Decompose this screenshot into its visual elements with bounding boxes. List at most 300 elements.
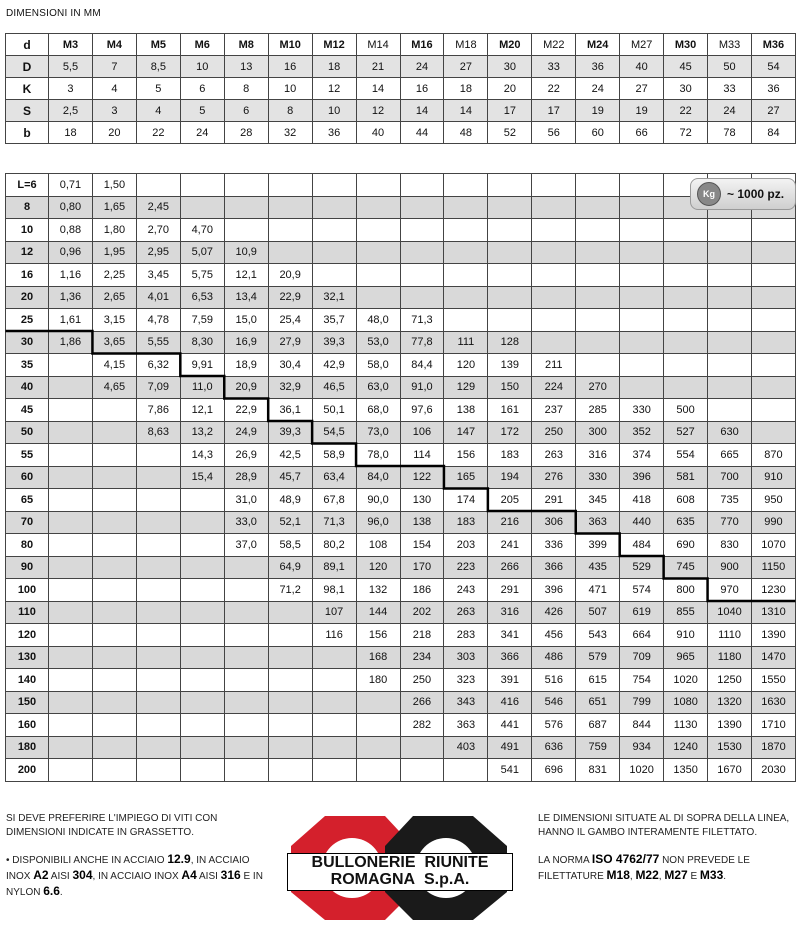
note-preferred-text: SI DEVE PREFERIRE L'IMPIEGO DI VITI CON DIMENSIONI INDICATE IN GRASSETTO. (6, 813, 218, 838)
weight-cell (136, 601, 180, 624)
weight-cell: 855 (664, 601, 708, 624)
weight-cell (224, 556, 268, 579)
weight-cell (92, 444, 136, 467)
weight-cell (136, 579, 180, 602)
weight-cell (664, 309, 708, 332)
dims-cell: 21 (356, 56, 400, 78)
dims-cell: 27 (752, 100, 796, 122)
dims-cell: 13 (224, 56, 268, 78)
weight-cell (49, 354, 93, 377)
weight-cell: 250 (532, 421, 576, 444)
weight-cell: 687 (576, 714, 620, 737)
weight-cell (752, 309, 796, 332)
weight-cell: 205 (488, 489, 532, 512)
weight-cell: 696 (532, 759, 576, 782)
dims-cell: 16 (268, 56, 312, 78)
weight-cell: 63,4 (312, 466, 356, 489)
weight-cell: 363 (576, 511, 620, 534)
weight-cell (488, 241, 532, 264)
weight-cell: 516 (532, 669, 576, 692)
weight-cell (400, 759, 444, 782)
weight-cell (532, 286, 576, 309)
weight-cell (576, 354, 620, 377)
weight-cell: 24,9 (224, 421, 268, 444)
weight-cell (488, 309, 532, 332)
weight-cell: 1710 (752, 714, 796, 737)
weight-cell: 58,0 (356, 354, 400, 377)
length-label: 55 (6, 444, 49, 467)
weight-cell: 42,5 (268, 444, 312, 467)
weight-cell: 20,9 (268, 264, 312, 287)
weight-cell (224, 714, 268, 737)
weight-cell: 441 (488, 714, 532, 737)
weight-cell: 910 (664, 624, 708, 647)
weight-cell: 665 (708, 444, 752, 467)
weight-cell: 2,25 (92, 264, 136, 287)
weight-cell: 1630 (752, 691, 796, 714)
weight-cell (180, 691, 224, 714)
weight-cell (312, 219, 356, 242)
length-label: 90 (6, 556, 49, 579)
weight-cell (92, 466, 136, 489)
weight-cell (180, 624, 224, 647)
dims-cell: 12 (312, 78, 356, 100)
weight-cell (92, 399, 136, 422)
weight-cell (488, 174, 532, 197)
weight-cell: 13,2 (180, 421, 224, 444)
weight-cell (92, 624, 136, 647)
weight-cell: 22,9 (268, 286, 312, 309)
length-label: 140 (6, 669, 49, 692)
weight-cell: 800 (664, 579, 708, 602)
weight-cell (356, 219, 400, 242)
weights-row (6, 354, 796, 377)
weight-cell (356, 264, 400, 287)
dims-row (6, 100, 796, 122)
weight-cell (136, 466, 180, 489)
weight-cell: 1110 (708, 624, 752, 647)
dims-cell: 28 (224, 122, 268, 144)
weight-cell: 5,75 (180, 264, 224, 287)
weight-cell: 165 (444, 466, 488, 489)
weight-cell: 491 (488, 736, 532, 759)
weight-cell (268, 241, 312, 264)
weight-cell (532, 309, 576, 332)
weight-cell: 759 (576, 736, 620, 759)
weight-cell: 18,9 (224, 354, 268, 377)
size-header: M36 (752, 34, 796, 56)
weight-cell: 138 (400, 511, 444, 534)
weight-cell: 4,70 (180, 219, 224, 242)
length-label: 25 (6, 309, 49, 332)
weight-cell (356, 286, 400, 309)
weight-cell (752, 354, 796, 377)
weight-cell: 1530 (708, 736, 752, 759)
weight-cell: 700 (708, 466, 752, 489)
weight-cell (576, 219, 620, 242)
weight-cell (400, 264, 444, 287)
weight-cell: 139 (488, 354, 532, 377)
weight-cell: 1130 (664, 714, 708, 737)
weight-cell: 581 (664, 466, 708, 489)
weight-cell: 250 (400, 669, 444, 692)
weight-cell: 330 (620, 399, 664, 422)
weight-cell (620, 196, 664, 219)
weight-cell: 71,2 (268, 579, 312, 602)
weight-cell: 745 (664, 556, 708, 579)
weight-cell: 291 (488, 579, 532, 602)
weight-cell: 4,01 (136, 286, 180, 309)
weight-cell: 546 (532, 691, 576, 714)
dims-cell: 14 (356, 78, 400, 100)
weight-cell: 283 (444, 624, 488, 647)
weight-cell (92, 669, 136, 692)
weight-cell: 1070 (752, 534, 796, 557)
length-label: 150 (6, 691, 49, 714)
weight-cell: 84,0 (356, 466, 400, 489)
size-header: M6 (180, 34, 224, 56)
weight-cell: 202 (400, 601, 444, 624)
weight-cell: 42,9 (312, 354, 356, 377)
weight-cell: 120 (444, 354, 488, 377)
weight-cell: 608 (664, 489, 708, 512)
weight-cell: 970 (708, 579, 752, 602)
weight-cell: 16,9 (224, 331, 268, 354)
weight-cell (620, 219, 664, 242)
weight-cell: 735 (708, 489, 752, 512)
weight-cell (49, 399, 93, 422)
weight-cell (444, 174, 488, 197)
weight-cell: 170 (400, 556, 444, 579)
weight-cell: 3,65 (92, 331, 136, 354)
dims-cell: 24 (180, 122, 224, 144)
weight-cell (664, 264, 708, 287)
weight-cell (532, 219, 576, 242)
length-label: 35 (6, 354, 49, 377)
weight-cell: 78,0 (356, 444, 400, 467)
weight-cell: 26,9 (224, 444, 268, 467)
note-iso: LA NORMA ISO 4762/77 NON PREVEDE LE FILETTATURE M18, M22, M27 E M33. (538, 852, 750, 882)
weight-cell: 579 (576, 646, 620, 669)
dims-cell: 18 (444, 78, 488, 100)
weight-cell (400, 286, 444, 309)
dims-cell: 20 (92, 122, 136, 144)
weight-cell: 243 (444, 579, 488, 602)
weight-cell: 690 (664, 534, 708, 557)
weight-cell (620, 241, 664, 264)
weights-row (6, 579, 796, 602)
weights-row (6, 376, 796, 399)
dims-cell: 30 (664, 78, 708, 100)
weight-cell (620, 354, 664, 377)
weight-cell: 46,5 (312, 376, 356, 399)
weight-cell: 291 (532, 489, 576, 512)
weight-cell: 303 (444, 646, 488, 669)
weight-cell (664, 241, 708, 264)
weight-cell (180, 601, 224, 624)
weight-cell: 270 (576, 376, 620, 399)
weight-cell (752, 399, 796, 422)
weight-cell: 507 (576, 601, 620, 624)
weight-icon: Kg (697, 182, 721, 206)
weight-cell: 651 (576, 691, 620, 714)
weight-cell (532, 174, 576, 197)
weight-cell: 172 (488, 421, 532, 444)
weight-cell: 990 (752, 511, 796, 534)
dims-row-label: D (6, 56, 49, 78)
weight-cell: 418 (620, 489, 664, 512)
weight-cell (224, 601, 268, 624)
weight-cell (268, 196, 312, 219)
weight-cell: 5,07 (180, 241, 224, 264)
weight-cell (312, 241, 356, 264)
weight-cell (136, 489, 180, 512)
weight-cell: 25,4 (268, 309, 312, 332)
weight-cell (444, 309, 488, 332)
weight-cell (92, 601, 136, 624)
dims-cell: 12 (356, 100, 400, 122)
weight-cell: 830 (708, 534, 752, 557)
dims-cell: 24 (400, 56, 444, 78)
weight-cell (664, 376, 708, 399)
weight-cell (708, 286, 752, 309)
size-header: M16 (400, 34, 444, 56)
weight-cell: 1,61 (49, 309, 93, 332)
dims-cell: 6 (224, 100, 268, 122)
weight-cell: 45,7 (268, 466, 312, 489)
weight-cell: 399 (576, 534, 620, 557)
weight-cell: 58,5 (268, 534, 312, 557)
weight-cell: 114 (400, 444, 444, 467)
weights-row (6, 534, 796, 557)
dims-cell: 8,5 (136, 56, 180, 78)
weight-cell (136, 736, 180, 759)
dims-row-label: b (6, 122, 49, 144)
dimensions-table (5, 33, 796, 144)
dims-cell: 3 (49, 78, 93, 100)
weight-cell: 1230 (752, 579, 796, 602)
dims-cell: 56 (532, 122, 576, 144)
weight-cell: 1550 (752, 669, 796, 692)
weight-cell: 237 (532, 399, 576, 422)
weight-cell: 1020 (664, 669, 708, 692)
length-label: 12 (6, 241, 49, 264)
weight-cell: 30,4 (268, 354, 312, 377)
dims-cell: 5,5 (49, 56, 93, 78)
dims-header-label: d (6, 34, 49, 56)
length-label: 45 (6, 399, 49, 422)
weight-cell: 156 (444, 444, 488, 467)
length-label: 180 (6, 736, 49, 759)
weight-cell (708, 331, 752, 354)
weight-cell (180, 511, 224, 534)
weight-cell (444, 196, 488, 219)
weight-cell: 285 (576, 399, 620, 422)
weight-cell: 276 (532, 466, 576, 489)
weight-cell: 122 (400, 466, 444, 489)
size-header: M30 (664, 34, 708, 56)
length-label: 50 (6, 421, 49, 444)
weight-cell: 90,0 (356, 489, 400, 512)
weight-cell: 211 (532, 354, 576, 377)
weight-cell (312, 714, 356, 737)
weight-cell (708, 354, 752, 377)
weight-cell: 15,0 (224, 309, 268, 332)
weight-cell (576, 309, 620, 332)
weight-cell (532, 264, 576, 287)
weight-cell (444, 241, 488, 264)
weight-cell: 36,1 (268, 399, 312, 422)
weight-cell: 330 (576, 466, 620, 489)
weight-cell (224, 579, 268, 602)
weight-cell: 0,96 (49, 241, 93, 264)
size-header: M14 (356, 34, 400, 56)
weight-cell (620, 286, 664, 309)
weight-cell: 396 (620, 466, 664, 489)
weight-cell: 168 (356, 646, 400, 669)
weight-cell (224, 691, 268, 714)
weight-cell: 486 (532, 646, 576, 669)
length-label: 40 (6, 376, 49, 399)
weight-cell (488, 219, 532, 242)
weights-row (6, 714, 796, 737)
weight-cell: 35,7 (312, 309, 356, 332)
weight-cell (92, 714, 136, 737)
weight-cell: 1,36 (49, 286, 93, 309)
weight-cell (576, 196, 620, 219)
dims-cell: 27 (444, 56, 488, 78)
weight-cell: 934 (620, 736, 664, 759)
dims-cell: 84 (752, 122, 796, 144)
dims-cell: 4 (136, 100, 180, 122)
weights-row (6, 759, 796, 782)
length-label: 16 (6, 264, 49, 287)
dims-cell: 36 (312, 122, 356, 144)
weight-cell: 635 (664, 511, 708, 534)
weight-cell: 965 (664, 646, 708, 669)
weight-cell: 98,1 (312, 579, 356, 602)
weight-cell (224, 624, 268, 647)
weight-cell: 950 (752, 489, 796, 512)
weight-cell: 73,0 (356, 421, 400, 444)
weight-cell (180, 534, 224, 557)
weight-cell: 543 (576, 624, 620, 647)
weight-cell (136, 669, 180, 692)
weights-row (6, 601, 796, 624)
weight-cell: 54,5 (312, 421, 356, 444)
dims-cell: 2,5 (49, 100, 93, 122)
weight-cell: 32,1 (312, 286, 356, 309)
weight-cell (620, 376, 664, 399)
weights-row (6, 669, 796, 692)
weight-cell: 263 (444, 601, 488, 624)
weight-cell: 28,9 (224, 466, 268, 489)
length-label: 8 (6, 196, 49, 219)
weight-cell: 48,0 (356, 309, 400, 332)
dims-cell: 22 (136, 122, 180, 144)
dims-cell: 33 (708, 78, 752, 100)
weight-cell: 84,4 (400, 354, 444, 377)
size-header: M20 (488, 34, 532, 56)
weight-cell (180, 174, 224, 197)
weight-cell: 174 (444, 489, 488, 512)
dims-cell: 30 (488, 56, 532, 78)
weight-cell: 224 (532, 376, 576, 399)
size-header: M27 (620, 34, 664, 56)
weight-cell (49, 579, 93, 602)
length-label: 120 (6, 624, 49, 647)
dims-cell: 33 (532, 56, 576, 78)
weight-cell: 183 (488, 444, 532, 467)
length-label: 110 (6, 601, 49, 624)
size-header: M8 (224, 34, 268, 56)
weight-cell (92, 646, 136, 669)
dims-cell: 24 (708, 100, 752, 122)
dims-cell: 27 (620, 78, 664, 100)
weight-cell: 366 (488, 646, 532, 669)
weight-cell: 32,9 (268, 376, 312, 399)
weight-cell: 456 (532, 624, 576, 647)
caption: DIMENSIONI IN MM (6, 8, 101, 19)
weight-cell (92, 489, 136, 512)
weight-cell: 1080 (664, 691, 708, 714)
weight-cell (49, 511, 93, 534)
weight-cell: 266 (488, 556, 532, 579)
weight-cell: 323 (444, 669, 488, 692)
weight-cell: 374 (620, 444, 664, 467)
weight-cell: 1150 (752, 556, 796, 579)
weight-cell (488, 264, 532, 287)
weight-cell (136, 556, 180, 579)
weight-cell (49, 624, 93, 647)
weight-cell (49, 421, 93, 444)
weight-cell (312, 669, 356, 692)
weight-cell: 1,50 (92, 174, 136, 197)
weight-cell: 52,1 (268, 511, 312, 534)
weight-cell (224, 736, 268, 759)
dims-cell: 72 (664, 122, 708, 144)
dims-row (6, 122, 796, 144)
weight-cell: 218 (400, 624, 444, 647)
length-label: 60 (6, 466, 49, 489)
weight-cell (92, 736, 136, 759)
length-label: 100 (6, 579, 49, 602)
weight-cell: 831 (576, 759, 620, 782)
weight-cell (268, 736, 312, 759)
size-header: M33 (708, 34, 752, 56)
weight-cell: 343 (444, 691, 488, 714)
weight-cell (224, 196, 268, 219)
weights-row (6, 264, 796, 287)
weight-cell: 0,80 (49, 196, 93, 219)
weight-cell: 366 (532, 556, 576, 579)
weight-cell: 1470 (752, 646, 796, 669)
weight-cell (444, 264, 488, 287)
weight-cell: 754 (620, 669, 664, 692)
weight-cell: 63,0 (356, 376, 400, 399)
weight-cell: 1390 (708, 714, 752, 737)
weight-cell: 844 (620, 714, 664, 737)
weight-cell: 111 (444, 331, 488, 354)
weight-cell (92, 534, 136, 557)
length-label: 20 (6, 286, 49, 309)
dims-cell: 19 (620, 100, 664, 122)
weight-cell (136, 624, 180, 647)
weight-cell: 37,0 (224, 534, 268, 557)
size-header: M10 (268, 34, 312, 56)
weight-cell (268, 759, 312, 782)
weight-cell (224, 646, 268, 669)
